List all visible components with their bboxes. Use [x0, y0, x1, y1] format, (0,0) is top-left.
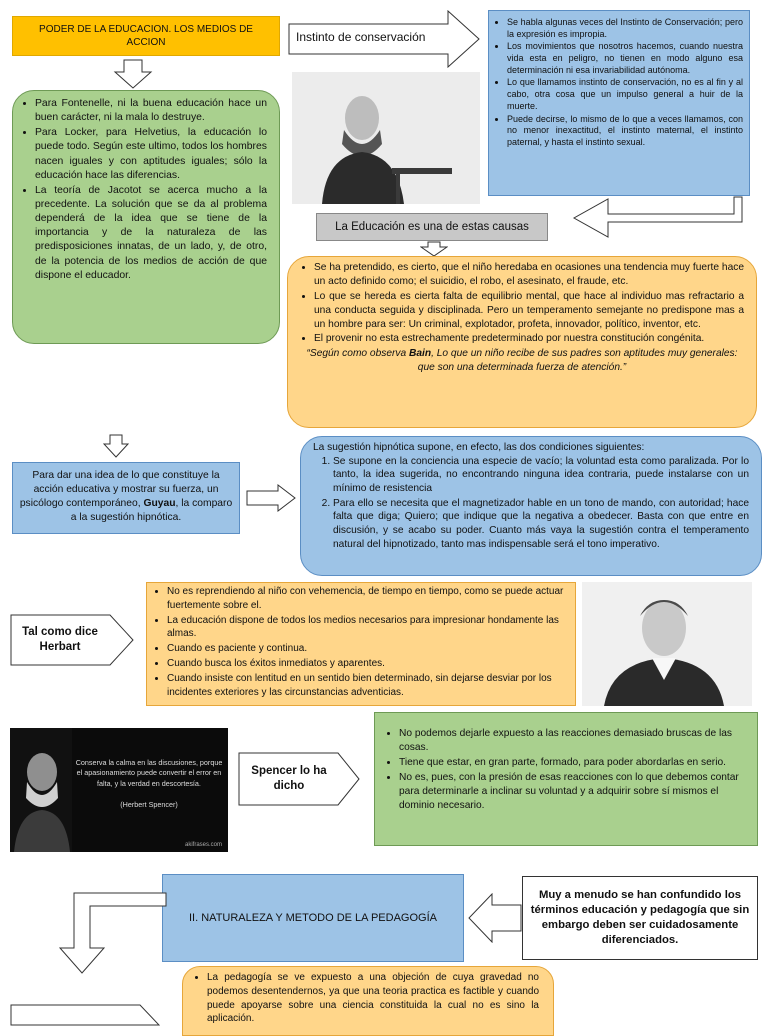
list-item: 2. Para ello se necesita que el magnetizador hable en un tono de mando, con autoridad; hace falta que diga; Quiero; que indique que la negativa a obedecer. Basta con que entre en discusión, y se acabo su poder. Cuanto más vaya la sugestión contra el temperamento natural del hipnotizado, tanto mas indispensable será el tono imperativo. — [333, 497, 749, 552]
causas-list — [300, 261, 744, 346]
spencer-arrow — [238, 752, 360, 806]
list-item: • Lo que llamamos instinto de conservación, no es al fin y al cabo, otra cosa que un impulso general a huir de la muerte. — [507, 77, 743, 112]
causas-label: La Educación es una de estas causas — [335, 221, 529, 233]
right-arrow-icon — [246, 484, 296, 512]
pedagogia-list — [193, 971, 539, 1026]
list-item: • No es, pues, con la presión de esas reacciones con lo que debemos contar para determinarle a inclinar su voluntad y a adquirir sobre sí mismos el dominio necesario. — [399, 771, 747, 813]
fontenelle-list — [21, 97, 267, 283]
list-item: • La pedagogía se ve expuesto a una objeción de cuya gravedad no podemos desentendernos, ya que una teoria practica es factible y cuando puede apoyarse sobre una ciencia constituida la cual no es sino la aplicación. — [207, 971, 539, 1026]
list-item: • No es reprendiendo al niño con vehemencia, de tiempo en tiempo, como se puede actuar fuertemente sobre el. — [167, 585, 567, 613]
list-item: • Tiene que estar, en gran parte, formado, para poder abordarlas en serio. — [399, 756, 747, 770]
list-item: • Se ha pretendido, es cierto, que el niño heredaba en ocasiones una tendencia muy fuerte hace un acto definido como; el suicidio, el robo, el asesinato, el fraude, etc. — [314, 261, 744, 289]
list-item: • Cuando es paciente y continua. — [167, 642, 567, 656]
instinto-list — [493, 17, 743, 149]
list-item: • Los movimientos que nosotros hacemos, cuando nuestra vida esta en peligro, no tienen en modo alguno esa determinación ni esa invariabilidad autónoma. — [507, 41, 743, 76]
list-item: • Cuando insiste con lentitud en un sentido bien determinado, sin dejarse desviar por los incidentes exteriores y las circunstancias adventicias. — [167, 672, 567, 700]
list-item: • Para Fontenelle, ni la buena educación hace un buen carácter, ni la mala lo destruye. — [35, 97, 267, 125]
list-item: • La teoría de Jacotot se acerca mucho a la precedente. La solución que se da al problema dependerá de la idea que se tiene de la importancia y de la naturaleza de las predisposiciones innatas, de un lado, y, de otro, de la potencia de los medios de acción de que dispone el educador. — [35, 184, 267, 283]
fontenelle-box — [12, 90, 280, 344]
confundido-box — [522, 876, 758, 960]
herbart-label: Tal como dice Herbart — [22, 626, 98, 653]
spencer-quote-image — [10, 728, 228, 852]
bain-name: Bain — [409, 348, 432, 360]
naturaleza-title: II. NATURALEZA Y METODO DE LA PEDAGOGÍA — [189, 912, 437, 924]
main-title: PODER DE LA EDUCACION. LOS MEDIOS DE ACCION — [39, 24, 253, 48]
list-item: • La educación dispone de todos los medios necesarios para impresionar hondamente las almas. — [167, 614, 567, 642]
herbart-arrow — [10, 614, 134, 666]
herbart-box — [146, 582, 576, 706]
naturaleza-title-box — [162, 874, 464, 962]
spencer-portrait — [10, 728, 72, 852]
list-item: • Puede decirse, lo mismo de lo que a veces llamamos, con no menor inexactitud, el instinto maternal, el instinto paternal, y hasta el instinto sexual. — [507, 114, 743, 149]
spencer-quote-text: Conserva la calma en las discusiones, porque el apasionamiento puede convertir el error en falta, y la verdad en descortesía. — [75, 758, 223, 788]
list-item: • El provenir no esta estrechamente predeterminado por nuestra constitución congénita. — [314, 332, 744, 346]
pedagogia-box — [182, 966, 554, 1036]
main-title-box — [12, 16, 280, 56]
down-arrow-icon — [420, 241, 448, 257]
list-item: • Cuando busca los éxitos inmediatos y aparentes. — [167, 657, 567, 671]
portrait-photo-durkheim — [292, 72, 480, 204]
right-pointer-icon — [10, 1004, 160, 1026]
list-item: 1. Se supone en la conciencia una especie de vacío; la voluntad esta como paralizada. Por lo tanto, la idea sugerida, no encontrando ninguna idea contraria, puede instalarse con un mínimo de resistencia — [333, 455, 749, 496]
return-arrow-icon — [572, 196, 744, 240]
list-item: • Lo que se hereda es cierta falta de equilibrio mental, que hace al individuo mas refractario a una conducta seguida y disciplinada. Pero un temperamento semejante no predispone mas a un hombre para ser: Un criminal, explotador, profeta, innovador, político, inventor, etc. — [314, 290, 744, 332]
spencer-box — [374, 712, 758, 846]
sugestion-box — [300, 436, 762, 576]
down-arrow-icon — [103, 434, 129, 458]
list-item: • Para Locker, para Helvetius, la educación lo puede todo. Según este ultimo, todos los hombres nacen iguales y con aptitudes iguales; sólo la educación hace las diferencias. — [35, 126, 267, 183]
spencer-quote-site: akifrases.com — [184, 842, 222, 848]
instinto-label: Instinto de conservación — [296, 30, 426, 44]
left-arrow-icon — [468, 893, 522, 943]
down-arrow-icon — [113, 59, 153, 89]
causas-label-box — [316, 213, 548, 241]
guyau-name: Guyau — [143, 498, 176, 509]
confundido-text: Muy a menudo se han confundido los términos educación y pedagogía que sin embargo deben ser cuidadosamente diferenciados. — [530, 888, 750, 947]
bent-down-arrow-icon — [56, 892, 168, 974]
portrait-photo-herbart — [582, 582, 752, 706]
herbart-list — [153, 585, 567, 699]
bain-quote: “Según como observa Bain, Lo que un niño recibe de sus padres son aptitudes muy generales: que son una determinada fuerza de atención.” — [306, 348, 738, 374]
causas-box — [287, 256, 757, 428]
spencer-list — [385, 727, 747, 813]
instinto-box — [488, 10, 750, 196]
spencer-label: Spencer lo ha dicho — [251, 765, 327, 792]
spencer-quote-author: (Herbert Spencer) — [120, 800, 178, 809]
instinto-arrow — [288, 10, 480, 68]
list-item: • Se habla algunas veces del Instinto de Conservación; pero la expresión es impropia. — [507, 17, 743, 40]
guyau-box: Para dar una idea de lo que constituye la acción educativa y mostrar su fuerza, un psicólogo contemporáneo, Guyau, la comparo a la sugestión hipnótica. — [12, 462, 240, 534]
list-item: • No podemos dejarle expuesto a las reacciones demasiado bruscas de las cosas. — [399, 727, 747, 755]
sugestion-list — [313, 455, 749, 552]
sugestion-intro: La sugestión hipnótica supone, en efecto, las dos condiciones siguientes: — [313, 442, 645, 453]
